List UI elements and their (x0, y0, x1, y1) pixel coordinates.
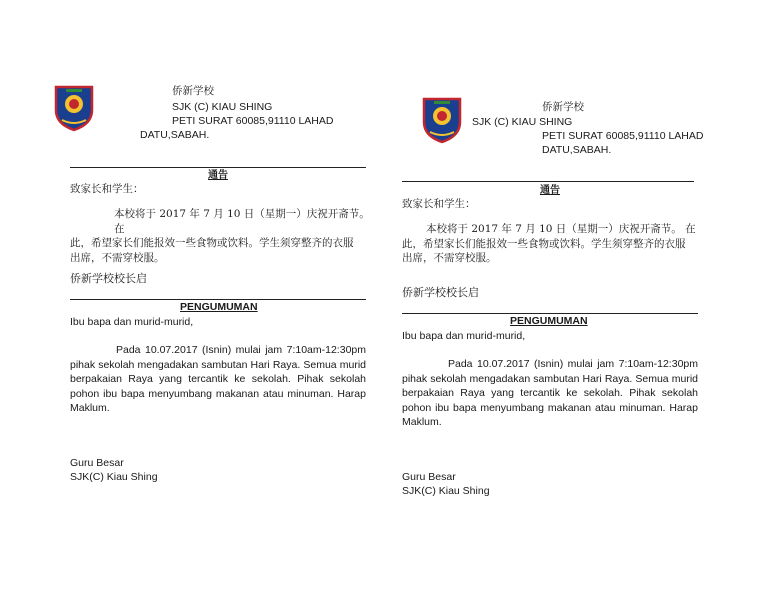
signature-school: SJK(C) Kiau Shing (70, 471, 158, 483)
signature-school: SJK(C) Kiau Shing (402, 485, 490, 497)
chinese-body-line-1: 本校将于 2017 年 7 月 10 日（星期一）庆祝开斋节。 在 (114, 208, 370, 235)
signature-title: Guru Besar (402, 471, 456, 483)
chinese-signoff: 侨新学校校长启 (402, 286, 479, 299)
chinese-body (402, 222, 702, 266)
chinese-body-line-2: 此，希望家长们能报效一些食物或饮料。学生须穿整齐的衣服 (70, 237, 354, 249)
chinese-signoff: 侨新学校校长启 (70, 272, 147, 285)
header-divider (70, 167, 366, 168)
chinese-notice-title: 通告 (540, 185, 560, 196)
chinese-notice-title: 通告 (208, 170, 228, 181)
notice-left (52, 0, 382, 594)
school-crest-icon (52, 84, 96, 132)
section-divider (70, 299, 366, 300)
chinese-salutation: 致家长和学生： (70, 183, 144, 195)
malay-body: Pada 10.07.2017 (Isnin) mulai jam 7:10am-12:30pm pihak sekolah mengadakan sambutan Hari Raya. Semua murid berpakaian Raya yang tercantik ke sekolah. Pihak sekolah pohon ibu bapa menyumbang makanan atau minuman. Harap Maklum. (402, 358, 698, 428)
malay-notice-title: PENGUMUMAN (510, 315, 588, 327)
school-chinese-name: 侨新学校 (172, 85, 214, 97)
address-line-2: DATU,SABAH. (542, 144, 612, 156)
school-name: SJK (C) KIAU SHING (172, 101, 273, 113)
malay-notice-title: PENGUMUMAN (180, 301, 258, 313)
signature-title: Guru Besar (70, 457, 124, 469)
address-line-1: PETI SURAT 60085,91110 LAHAD (542, 130, 704, 142)
school-name: SJK (C) KIAU SHING (472, 116, 573, 128)
chinese-body-line-3: 出席，不需穿校服。 (70, 251, 165, 264)
malay-salutation: Ibu bapa dan murid-murid, (70, 316, 194, 328)
chinese-body (70, 207, 370, 265)
address-line-1: PETI SURAT 60085,91110 LAHAD (172, 115, 334, 127)
chinese-body-line-1: 本校将于 2017 年 7 月 10 日（星期一）庆祝开斋节。 在 (426, 223, 696, 235)
chinese-body-line-3: 出席，不需穿校服。 (402, 252, 497, 264)
chinese-body-line-2: 此，希望家长们能报效一些食物或饮料。学生须穿整齐的衣服 (402, 237, 686, 250)
school-chinese-name: 侨新学校 (542, 101, 584, 113)
notice-right (400, 14, 730, 608)
school-crest-icon (420, 96, 464, 144)
address-line-2: DATU,SABAH. (140, 129, 210, 141)
header-divider (402, 181, 694, 182)
malay-salutation: Ibu bapa dan murid-murid, (402, 330, 526, 342)
chinese-salutation: 致家长和学生： (402, 198, 476, 210)
malay-body: Pada 10.07.2017 (Isnin) mulai jam 7:10am-12:30pm pihak sekolah mengadakan sambutan Hari Raya. Semua murid berpakaian Raya yang tercantik ke sekolah. Pihak sekolah pohon ibu bapa menyumbang makanan atau minuman. Harap Maklum. (70, 344, 366, 414)
section-divider (402, 313, 698, 314)
